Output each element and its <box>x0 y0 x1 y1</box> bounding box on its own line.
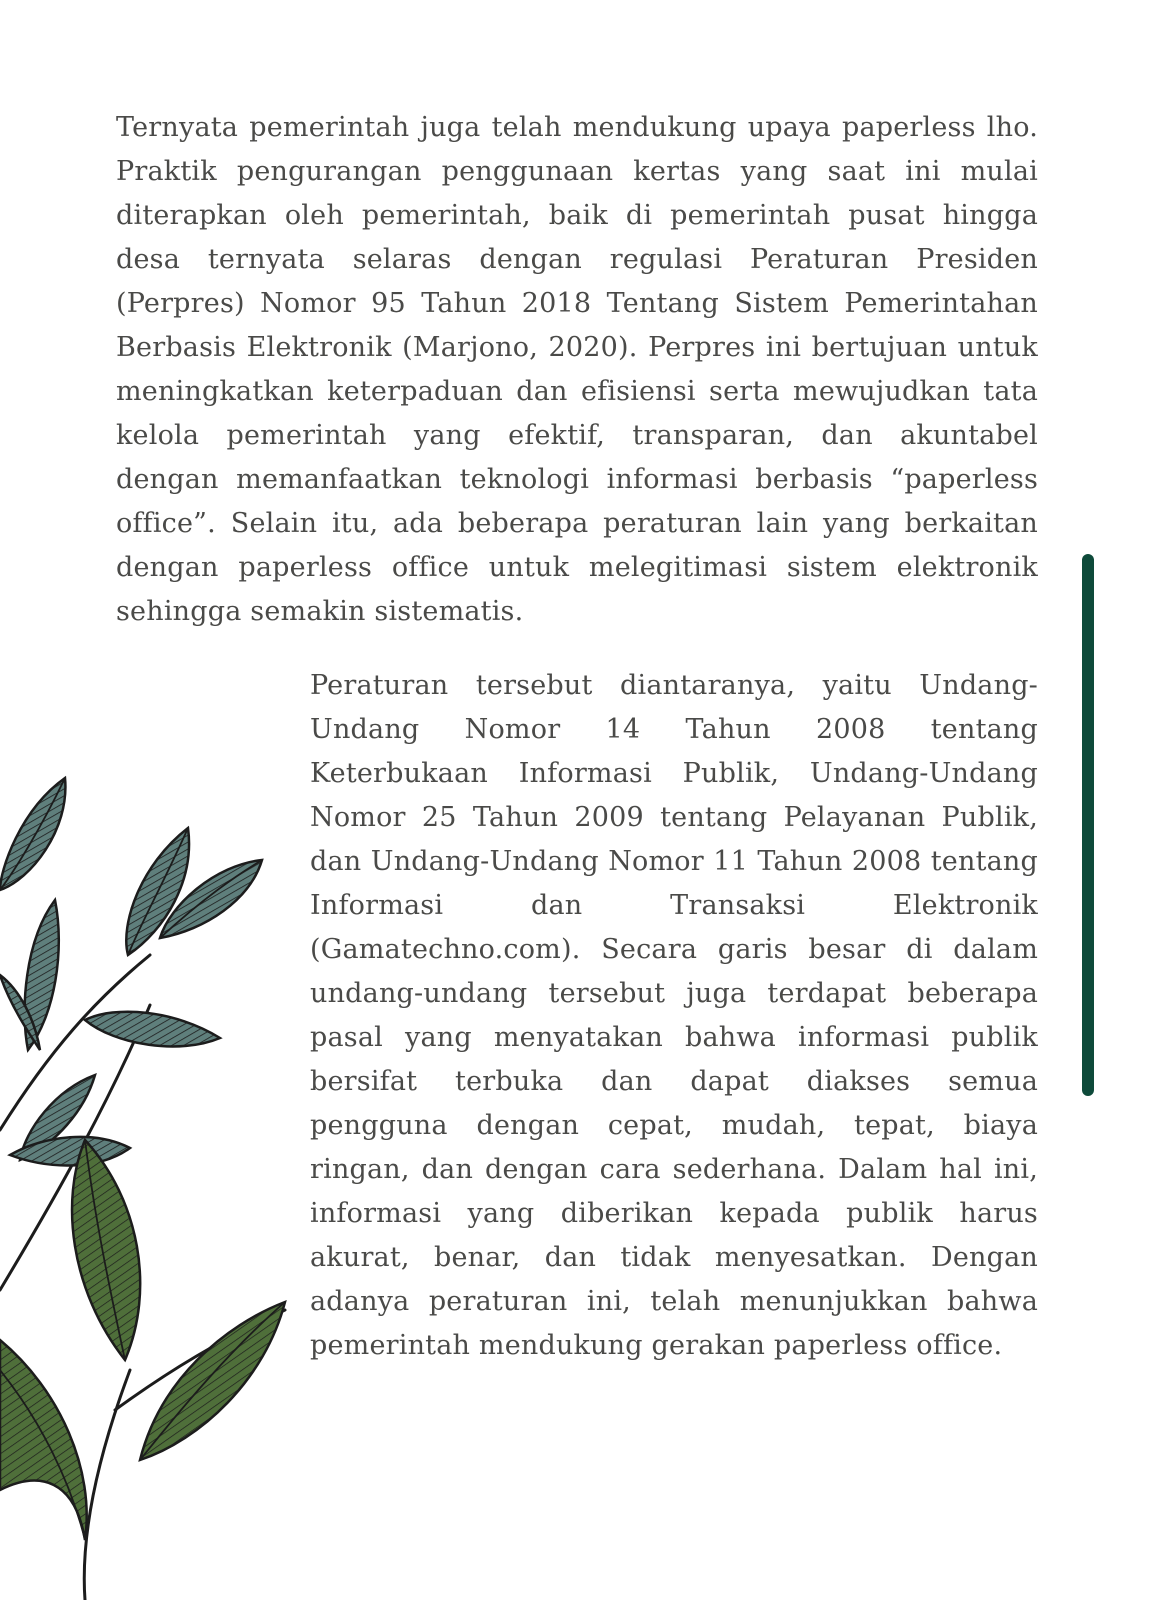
vertical-accent-bar <box>1082 554 1094 1096</box>
green-leaf <box>140 1302 285 1460</box>
blue-leaf <box>85 1012 220 1047</box>
body-paragraph-2: Peraturan tersebut diantaranya, yaitu Undang-Undang Nomor 14 Tahun 2008 tentang Keterbukaan Informasi Publik, Undang-Undang Nomor 25 Tahun 2009 tentang Pelayanan Publik, dan Undang-Undang Nomor 11 Tahun 2008 tentang Informasi dan Transaksi Elektronik (Gamatechno.com). Secara garis besar di dalam undang-undang tersebut juga terdapat beberapa pasal yang menyatakan bahwa informasi publik bersifat terbuka dan dapat diakses semua pengguna dengan cepat, mudah, tepat, biaya ringan, dan dengan cara sederhana. Dalam hal ini, informasi yang diberikan kepada publik harus akurat, benar, dan tidak menyesatkan. Dengan adanya peraturan ini, telah menunjukkan bahwa pemerintah mendukung gerakan paperless office. <box>310 670 1038 1361</box>
leaf-branch-icon <box>0 770 310 1600</box>
body-paragraph-1: Ternyata pemerintah juga telah mendukung upaya paperless lho. Praktik pengurangan penggunaan kertas yang saat ini mulai diterapkan oleh pemerintah, baik di pemerintah pusat hingga desa ternyata selaras dengan regulasi Peraturan Presiden (Perpres) Nomor 95 Tahun 2018 Tentang Sistem Pemerintahan Berbasis Elektronik (Marjono, 2020). Perpres ini bertujuan untuk meningkatkan keterpaduan dan efisiensi serta mewujudkan tata kelola pemerintah yang efektif, transparan, dan akuntabel dengan memanfaatkan teknologi informasi berbasis “paperless office”. Selain itu, ada beberapa peraturan lain yang berkaitan dengan paperless office untuk melegitimasi sistem elektronik sehingga semakin sistematis. <box>116 112 1038 627</box>
green-leaf <box>72 1140 140 1360</box>
blue-leaf <box>0 778 65 890</box>
green-leaf <box>0 1340 87 1540</box>
